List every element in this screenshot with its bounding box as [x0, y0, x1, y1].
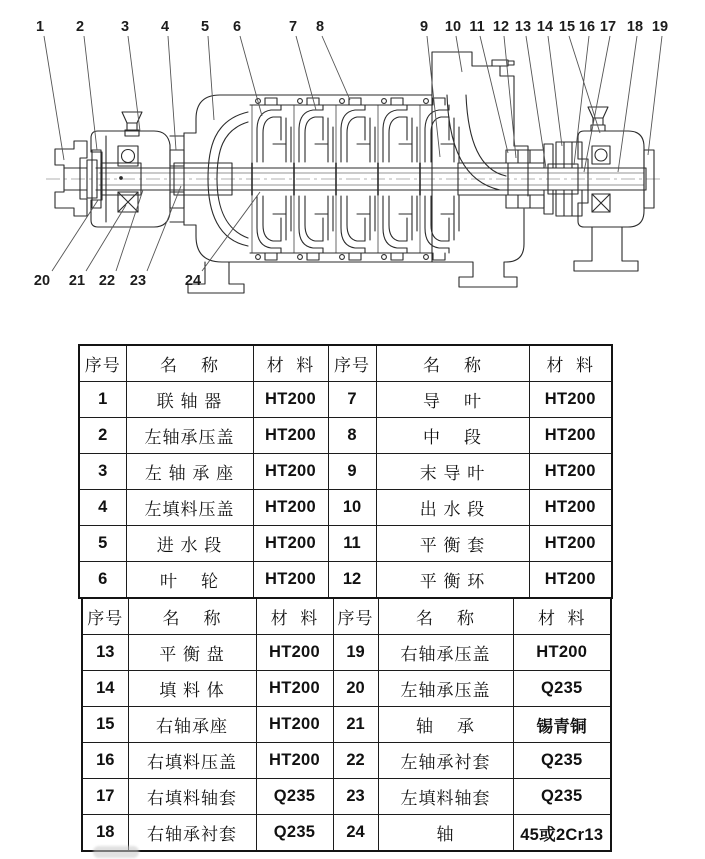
callout-number: 12 — [492, 19, 510, 35]
callout-number: 6 — [232, 19, 242, 35]
table-cell: HT200 — [529, 382, 612, 418]
callout-number: 13 — [514, 19, 532, 35]
table-cell: HT200 — [253, 382, 328, 418]
callout-number: 4 — [160, 19, 170, 35]
header-seq: 序号 — [328, 345, 376, 382]
table-cell: Q235 — [513, 743, 611, 779]
table-cell: 7 — [328, 382, 376, 418]
table-cell: 联 轴 器 — [126, 382, 253, 418]
table-cell: 21 — [333, 707, 378, 743]
table-cell: HT200 — [256, 635, 333, 671]
table-cell: 19 — [333, 635, 378, 671]
table-row — [79, 382, 612, 418]
callout-number: 11 — [469, 19, 485, 35]
table-row — [82, 779, 611, 815]
table-cell: 12 — [328, 562, 376, 599]
table-cell: HT200 — [529, 490, 612, 526]
table-cell: 18 — [82, 815, 128, 852]
table-row — [79, 526, 612, 562]
header-name: 名 称 — [126, 345, 253, 382]
table-cell: 出 水 段 — [376, 490, 529, 526]
callout-number: 1 — [35, 19, 45, 35]
header-seq: 序号 — [82, 598, 128, 635]
table-cell: 进 水 段 — [126, 526, 253, 562]
table-cell: HT200 — [256, 743, 333, 779]
table-cell: 10 — [328, 490, 376, 526]
table-cell: HT200 — [256, 707, 333, 743]
table-cell: HT200 — [529, 562, 612, 599]
table-cell: HT200 — [253, 562, 328, 599]
callout-number: 21 — [68, 273, 86, 289]
table-cell: 左轴承压盖 — [378, 671, 513, 707]
table-cell: HT200 — [529, 526, 612, 562]
table-cell: 左填料轴套 — [378, 779, 513, 815]
table-cell: 中 段 — [376, 418, 529, 454]
callout-number: 18 — [626, 19, 644, 35]
callout-number: 24 — [184, 273, 202, 289]
header-seq: 序号 — [333, 598, 378, 635]
table-row — [79, 454, 612, 490]
header-seq: 序号 — [79, 345, 126, 382]
table-cell: 右填料轴套 — [128, 779, 256, 815]
parts-table-1 — [78, 344, 613, 599]
header-material: 材 料 — [256, 598, 333, 635]
table-row — [79, 562, 612, 599]
callout-number: 17 — [599, 19, 617, 35]
table-cell: 4 — [79, 490, 126, 526]
header-material: 材 料 — [529, 345, 612, 382]
table-row — [79, 490, 612, 526]
table-cell: 左轴承压盖 — [126, 418, 253, 454]
table-cell: 3 — [79, 454, 126, 490]
table-cell: 17 — [82, 779, 128, 815]
table-cell: 6 — [79, 562, 126, 599]
table-cell: HT200 — [513, 635, 611, 671]
callout-number: 14 — [536, 19, 554, 35]
table-cell: 16 — [82, 743, 128, 779]
callout-number: 16 — [578, 19, 596, 35]
leader-lines — [44, 36, 662, 271]
table-cell: 填 料 体 — [128, 671, 256, 707]
table-row — [82, 743, 611, 779]
discharge-section — [432, 52, 528, 287]
callout-number: 19 — [651, 19, 669, 35]
table-cell: 11 — [328, 526, 376, 562]
table-header-row — [82, 598, 611, 635]
table-cell: 左填料压盖 — [126, 490, 253, 526]
table-row — [82, 635, 611, 671]
table-cell: 末 导 叶 — [376, 454, 529, 490]
callout-number: 10 — [444, 19, 462, 35]
parts-table-2 — [81, 597, 612, 852]
table-cell: HT200 — [253, 454, 328, 490]
table-cell: HT200 — [253, 526, 328, 562]
header-material: 材 料 — [253, 345, 328, 382]
table-cell: HT200 — [253, 490, 328, 526]
table-cell: 左轴承衬套 — [378, 743, 513, 779]
table-cell: 5 — [79, 526, 126, 562]
table-cell: 平 衡 套 — [376, 526, 529, 562]
header-name: 名 称 — [376, 345, 529, 382]
table-cell: 叶 轮 — [126, 562, 253, 599]
table-cell: 1 — [79, 382, 126, 418]
header-material: 材 料 — [513, 598, 611, 635]
table-cell: 锡青铜 — [513, 707, 611, 743]
table-cell: Q235 — [256, 779, 333, 815]
callout-number: 7 — [288, 19, 298, 35]
callout-number: 3 — [120, 19, 130, 35]
table-row — [82, 707, 611, 743]
table-cell: Q235 — [256, 815, 333, 852]
callout-number: 9 — [419, 19, 429, 35]
scan-smudge — [93, 846, 139, 858]
table-cell: 15 — [82, 707, 128, 743]
table-cell: Q235 — [513, 671, 611, 707]
callout-number: 22 — [98, 273, 116, 289]
table-cell: 右轴承座 — [128, 707, 256, 743]
callout-number: 23 — [129, 273, 147, 289]
table-cell: 20 — [333, 671, 378, 707]
table-cell: 平 衡 盘 — [128, 635, 256, 671]
table-cell: 导 叶 — [376, 382, 529, 418]
table-cell: 2 — [79, 418, 126, 454]
table-cell: 22 — [333, 743, 378, 779]
table-cell: 45或2Cr13 — [513, 815, 611, 852]
callout-number: 20 — [33, 273, 51, 289]
table-cell: 轴 承 — [378, 707, 513, 743]
table-cell: 13 — [82, 635, 128, 671]
table-cell: 14 — [82, 671, 128, 707]
table-row — [82, 671, 611, 707]
callout-number: 5 — [200, 19, 210, 35]
table-row — [82, 815, 611, 852]
stage-casing — [250, 95, 445, 262]
table-header-row — [79, 345, 612, 382]
table-cell: 右轴承压盖 — [378, 635, 513, 671]
header-name: 名 称 — [378, 598, 513, 635]
pump-cross-section-diagram — [0, 0, 705, 340]
header-name: 名 称 — [128, 598, 256, 635]
table-cell: 右轴承衬套 — [128, 815, 256, 852]
table-cell: 9 — [328, 454, 376, 490]
table-cell: HT200 — [529, 418, 612, 454]
table-cell: 24 — [333, 815, 378, 852]
table-cell: HT200 — [253, 418, 328, 454]
callout-number: 15 — [558, 19, 576, 35]
table-cell: 左 轴 承 座 — [126, 454, 253, 490]
callout-number: 2 — [75, 19, 85, 35]
table-row — [79, 418, 612, 454]
callout-number: 8 — [315, 19, 325, 35]
table-cell: HT200 — [529, 454, 612, 490]
right-bearing-housing — [574, 131, 654, 271]
suction-section — [170, 95, 252, 293]
table-cell: 轴 — [378, 815, 513, 852]
table-cell: 23 — [333, 779, 378, 815]
table-cell: HT200 — [256, 671, 333, 707]
table-cell: 平 衡 环 — [376, 562, 529, 599]
table-cell: 右填料压盖 — [128, 743, 256, 779]
table-cell: Q235 — [513, 779, 611, 815]
table-cell: 8 — [328, 418, 376, 454]
